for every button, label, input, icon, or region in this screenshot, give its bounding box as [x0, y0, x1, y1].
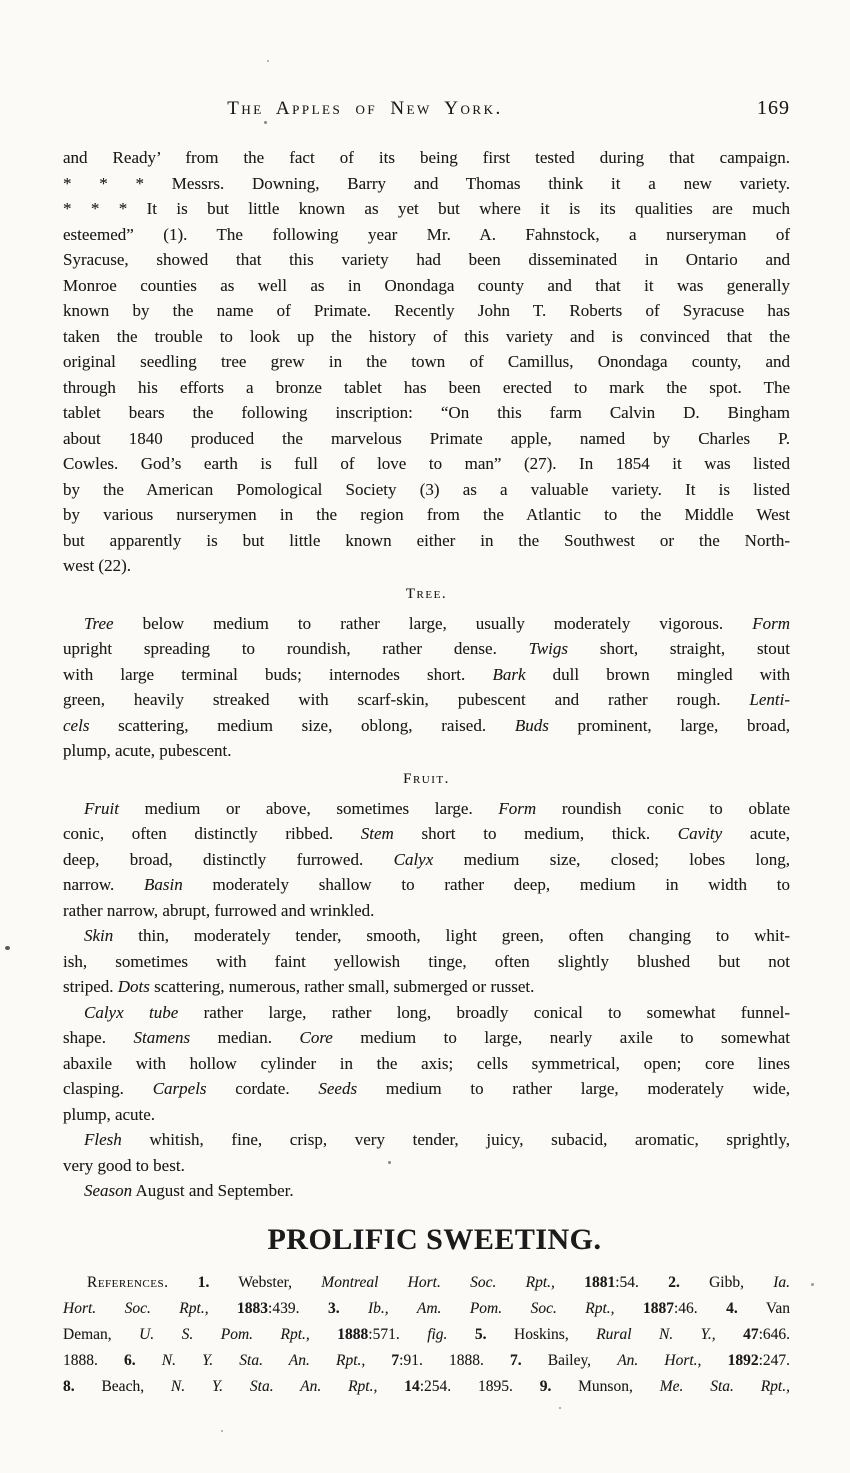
text-line: striped. Dots scattering, numerous, rather small, submerged or russet.	[63, 977, 535, 996]
text-line: by the American Pomological Society (3) as a valuable variety. It is listed	[63, 479, 790, 499]
text-line: upright spreading to roundish, rather dense. Twigs short, straight, stout	[63, 639, 791, 658]
text-line: very good to best.	[63, 1155, 185, 1175]
text-line: 8. Beach, N. Y. Sta. An. Rpt., 14:254. 1895. 9. Munson, Me. Sta. Rpt.,	[63, 1377, 790, 1395]
variety-heading: PROLIFIC SWEETING.	[267, 1222, 602, 1256]
text-line: 1888. 6. N. Y. Sta. An. Rpt., 7:91. 1888. 7. Bailey, An. Hort., 1892:247.	[63, 1351, 790, 1369]
section-heading-tree: Tree.	[405, 585, 448, 602]
text-line: Deman, U. S. Pom. Rpt., 1888:571. fig. 5. Hoskins, Rural N. Y., 47:646.	[63, 1325, 791, 1343]
scan-speck	[264, 121, 267, 124]
paragraph-references	[63, 1270, 790, 1400]
text-line: Syracuse, showed that this variety had been disseminated in Ontario and	[63, 250, 790, 269]
paragraph-season	[63, 1178, 790, 1204]
text-line: taken the trouble to look up the history of this variety and is convinced that the	[63, 326, 790, 346]
text-line: Season August and September.	[84, 1181, 294, 1200]
text-line: and Ready’ from the fact of its being first tested during that campaign.	[63, 148, 790, 167]
text-line: original seedling tree grew in the town of Camillus, Onondaga county, and	[63, 352, 790, 371]
text-line: Cowles. God’s earth is full of love to man” (27). In 1854 it was listed	[63, 454, 790, 473]
running-title: The Apples of New York.	[227, 98, 503, 119]
text-line: References. 1. Webster, Montreal Hort. Soc. Rpt., 1881:54. 2. Gibb, Ia.	[87, 1273, 791, 1291]
text-line: rather narrow, abrupt, furrowed and wrinkled.	[63, 900, 375, 920]
text-line: Fruit medium or above, sometimes large. Form roundish conic to oblate	[84, 798, 790, 818]
text-line: Flesh whitish, fine, crisp, very tender, juicy, subacid, aromatic, sprightly,	[84, 1130, 790, 1149]
text-line: Hort. Soc. Rpt., 1883:439. 3. Ib., Am. Pom. Soc. Rpt., 1887:46. 4. Van	[63, 1299, 791, 1317]
scan-speck	[559, 1407, 561, 1409]
text-line: Monroe counties as well as in Onondaga county and that it was generally	[63, 275, 790, 295]
text-line: abaxile with hollow cylinder in the axis; cells symmetrical, open; core lines	[63, 1053, 790, 1073]
text-line: conic, often distinctly ribbed. Stem short to medium, thick. Cavity acute,	[63, 824, 791, 843]
paragraph-skin	[63, 923, 790, 1000]
text-line: with large terminal buds; internodes short. Bark dull brown mingled with	[63, 664, 790, 684]
text-line: through his efforts a bronze tablet has been erected to mark the spot. The	[63, 377, 790, 397]
scan-speck	[5, 946, 10, 950]
paragraph-fruit	[63, 796, 790, 924]
section-heading-fruit: Fruit.	[403, 770, 450, 787]
text-line: narrow. Basin moderately shallow to rather deep, medium in width to	[63, 875, 790, 894]
text-line: plump, acute.	[63, 1104, 156, 1124]
text-line: about 1840 produced the marvelous Primate apple, named by Charles P.	[63, 428, 790, 448]
text-line: known by the name of Primate. Recently John T. Roberts of Syracuse has	[63, 301, 790, 320]
text-line: Calyx tube rather large, rather long, broadly conical to somewhat funnel-	[84, 1002, 791, 1022]
text-line: cels scattering, medium size, oblong, raised. Buds prominent, large, broad,	[63, 715, 790, 735]
page-content	[63, 145, 790, 1400]
text-line: Tree below medium to rather large, usually moderately vigorous. Form	[84, 613, 790, 633]
paragraph-tree	[63, 611, 790, 764]
text-line: west (22).	[63, 556, 131, 575]
text-line: clasping. Carpels cordate. Seeds medium to rather large, moderately wide,	[63, 1079, 790, 1098]
text-line: deep, broad, distinctly furrowed. Calyx medium size, closed; lobes long,	[63, 849, 791, 869]
text-line: esteemed” (1). The following year Mr. A. Fahnstock, a nurseryman of	[63, 224, 790, 244]
text-line: Skin thin, moderately tender, smooth, light green, often changing to whit-	[84, 926, 790, 945]
text-line: * * * It is but little known as yet but where it is its qualities are much	[63, 199, 790, 218]
scan-speck	[221, 1430, 223, 1432]
page-number: 169	[757, 97, 790, 119]
paragraph-history	[63, 145, 790, 579]
text-line: but apparently is but little known either in the Southwest or the North-	[63, 530, 790, 550]
text-line: shape. Stamens median. Core medium to large, nearly axile to somewhat	[63, 1028, 790, 1047]
paragraph-flesh	[63, 1127, 790, 1178]
text-line: plump, acute, pubescent.	[63, 741, 232, 760]
scan-speck	[811, 1283, 814, 1286]
text-line: by various nurserymen in the region from the Atlantic to the Middle West	[63, 505, 790, 524]
text-line: tablet bears the following inscription: “On this farm Calvin D. Bingham	[63, 403, 790, 422]
scan-speck	[388, 1161, 391, 1164]
text-line: green, heavily streaked with scarf-skin, pubescent and rather rough. Lenti-	[63, 690, 790, 709]
paragraph-calyx-tube	[63, 1000, 790, 1128]
text-line: * * * Messrs. Downing, Barry and Thomas think it a new variety.	[63, 173, 790, 193]
scan-speck	[267, 60, 269, 62]
text-line: ish, sometimes with faint yellowish tinge, often slightly blushed but not	[63, 951, 790, 971]
